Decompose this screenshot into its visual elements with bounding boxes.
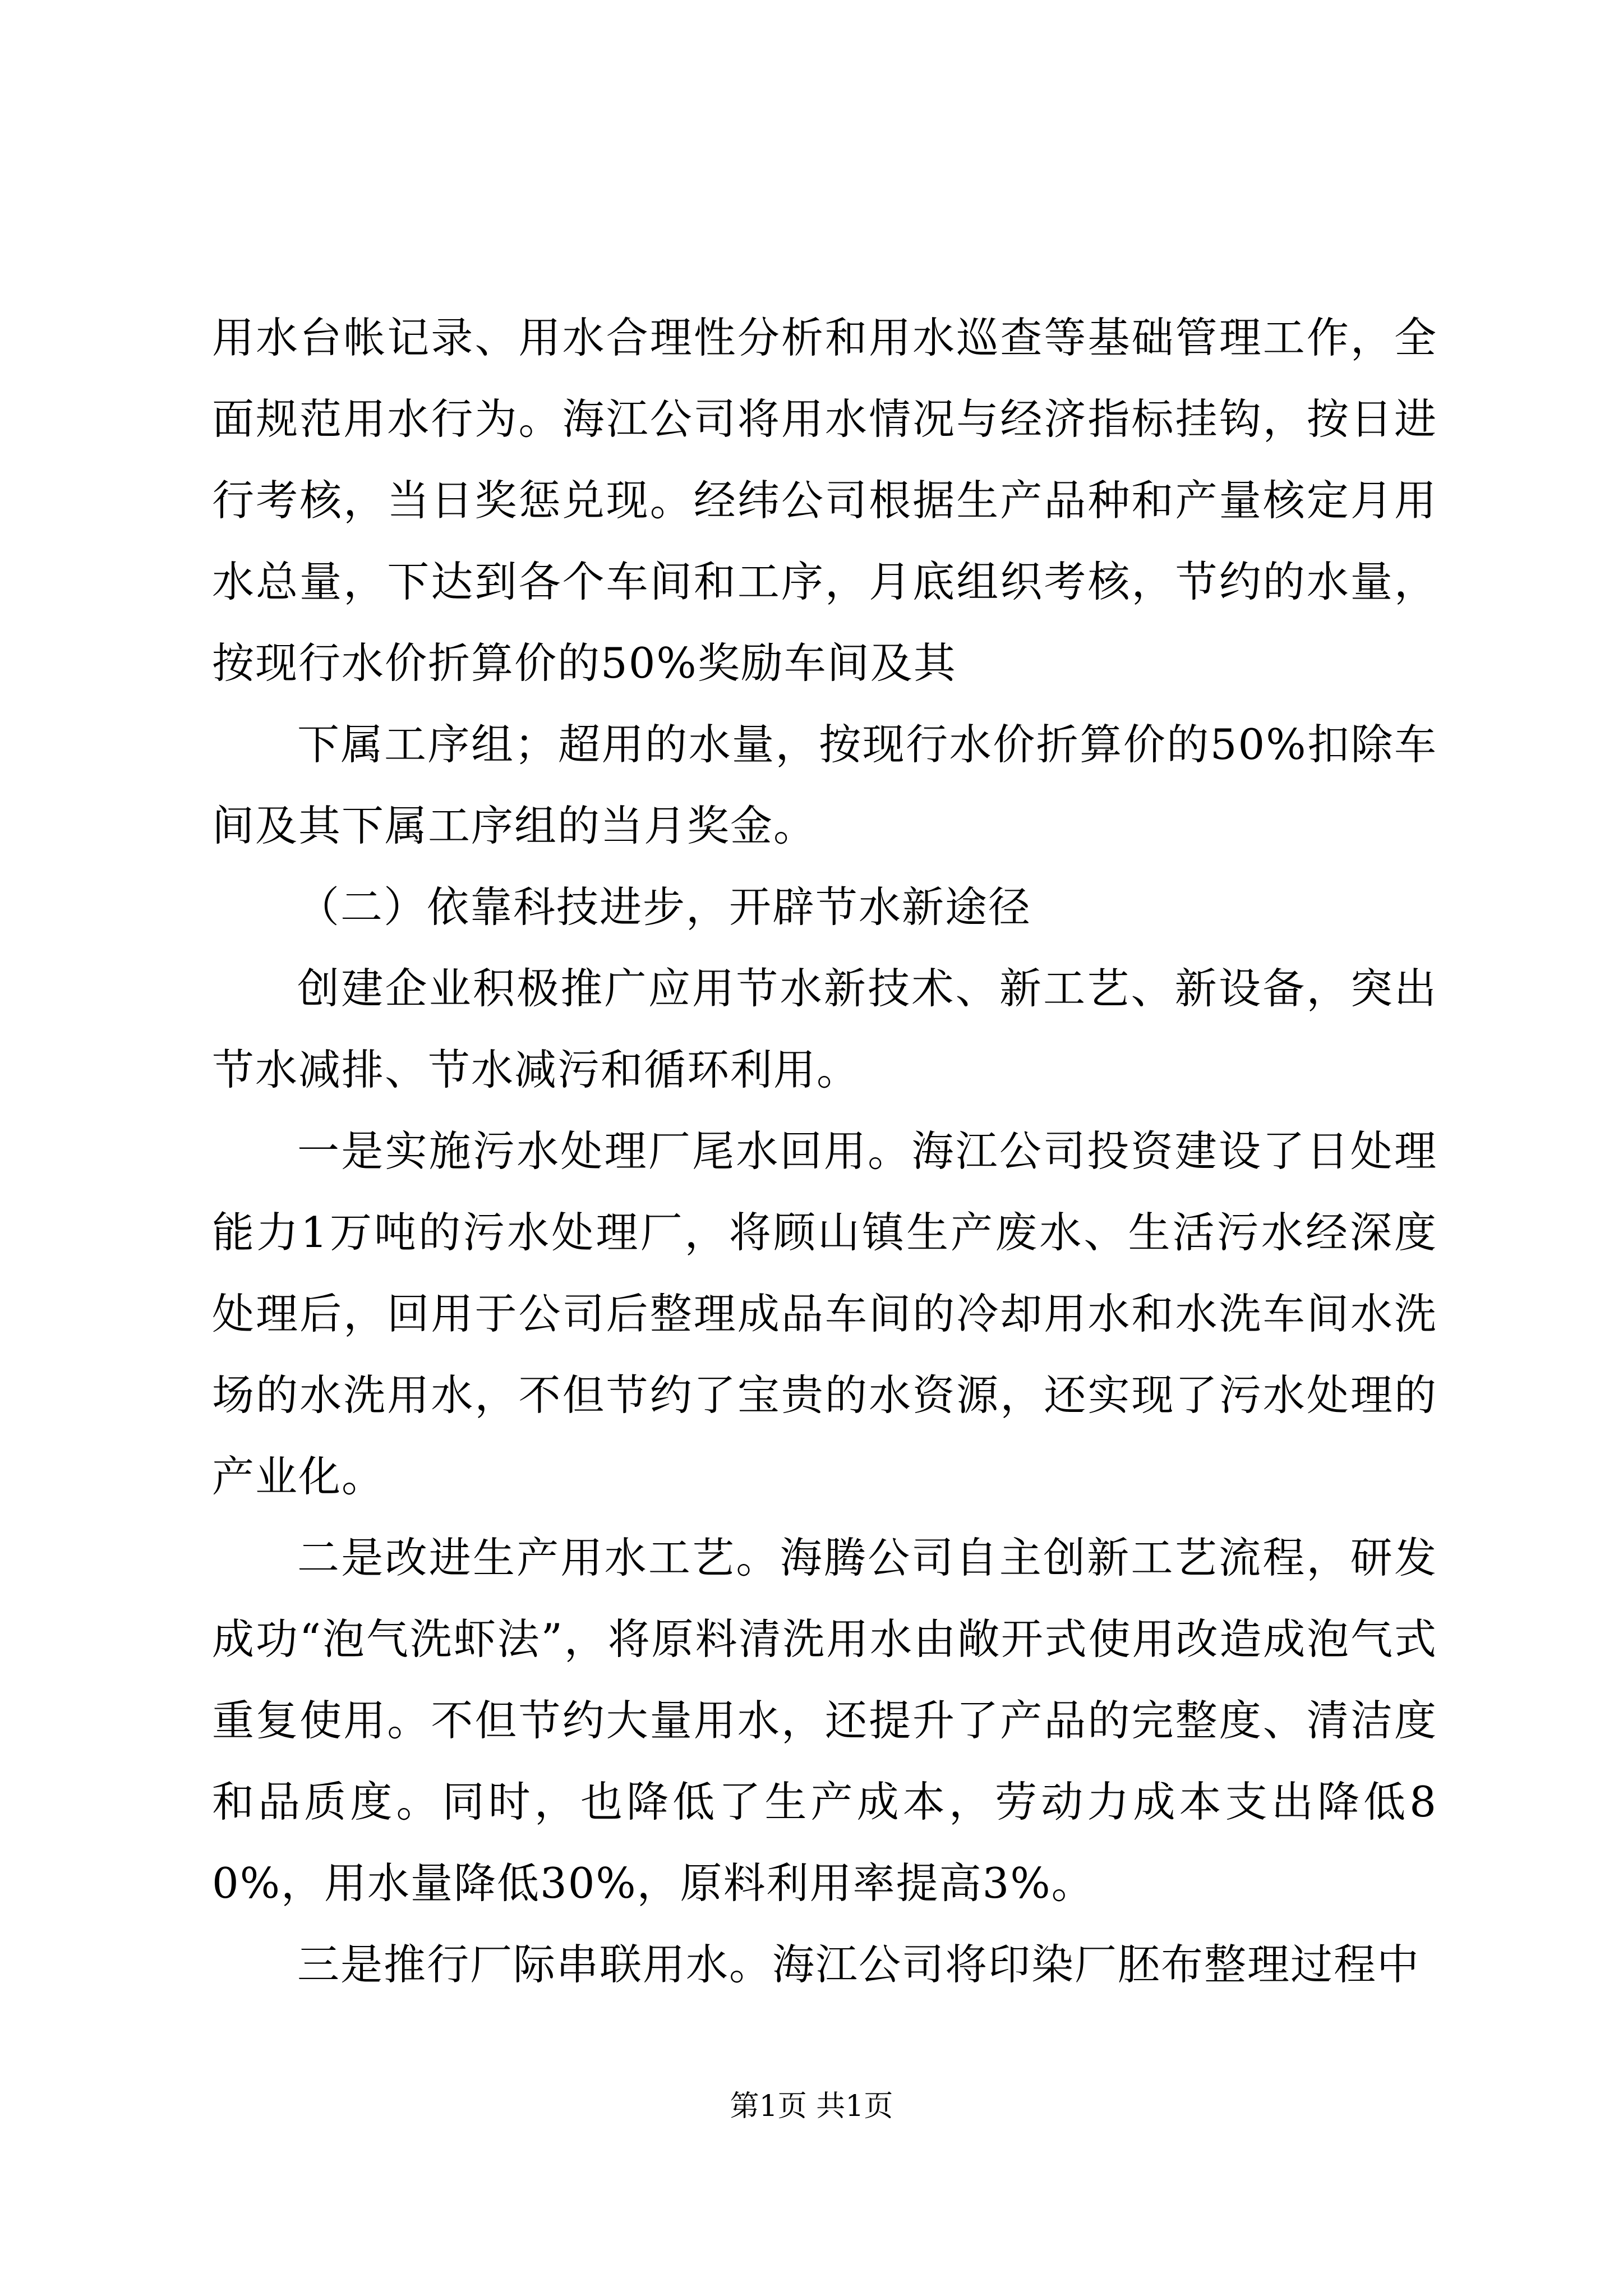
body-text [212, 297, 1437, 2005]
page-footer: 第1页 共1页 [730, 2090, 893, 2123]
paragraph-1: 用水台帐记录、用水合理性分析和用水巡查等基础管理工作，全面规范用水行为。海江公司将用水情况与经济指标挂钩，按日进行考核，当日奖惩兑现。经纬公司根据生产品种和产量核定月用水总量，下达到各个车间和工序，月底组织考核，节约的水量，按现行水价折算价的50%奖励车间及其 [212, 313, 1437, 688]
paragraph-6: 三是推行厂际串联用水。海江公司将印染厂胚布整理过程中 [297, 1940, 1421, 1989]
paragraph-3: 创建企业积极推广应用节水新技术、新工艺、新设备，突出节水减排、节水减污和循环利用。 [212, 964, 1437, 1094]
paragraph-4: 一是实施污水处理厂尾水回用。海江公司投资建设了日处理能力1万吨的污水处理厂，将顾山镇生产废水、生活污水经深度处理后，回用于公司后整理成品车间的冷却用水和水洗车间水洗场的水洗用水，不但节约了宝贵的水资源，还实现了污水处理的产业化。 [212, 1126, 1437, 1501]
paragraph-5: 二是改进生产用水工艺。海腾公司自主创新工艺流程，研发成功“泡气洗虾法”，将原料清洗用水由敞开式使用改造成泡气式重复使用。不但节约大量用水，还提升了产品的完整度、清洁度和品质度。同时，也降低了生产成本，劳动力成本支出降低80%，用水量降低30%，原料利用率提高3%。 [212, 1533, 1437, 1908]
paragraph-2: 下属工序组；超用的水量，按现行水价折算价的50%扣除车间及其下属工序组的当月奖金。 [212, 720, 1437, 850]
section-heading: （二）依靠科技进步，开辟节水新途径 [297, 882, 1032, 932]
